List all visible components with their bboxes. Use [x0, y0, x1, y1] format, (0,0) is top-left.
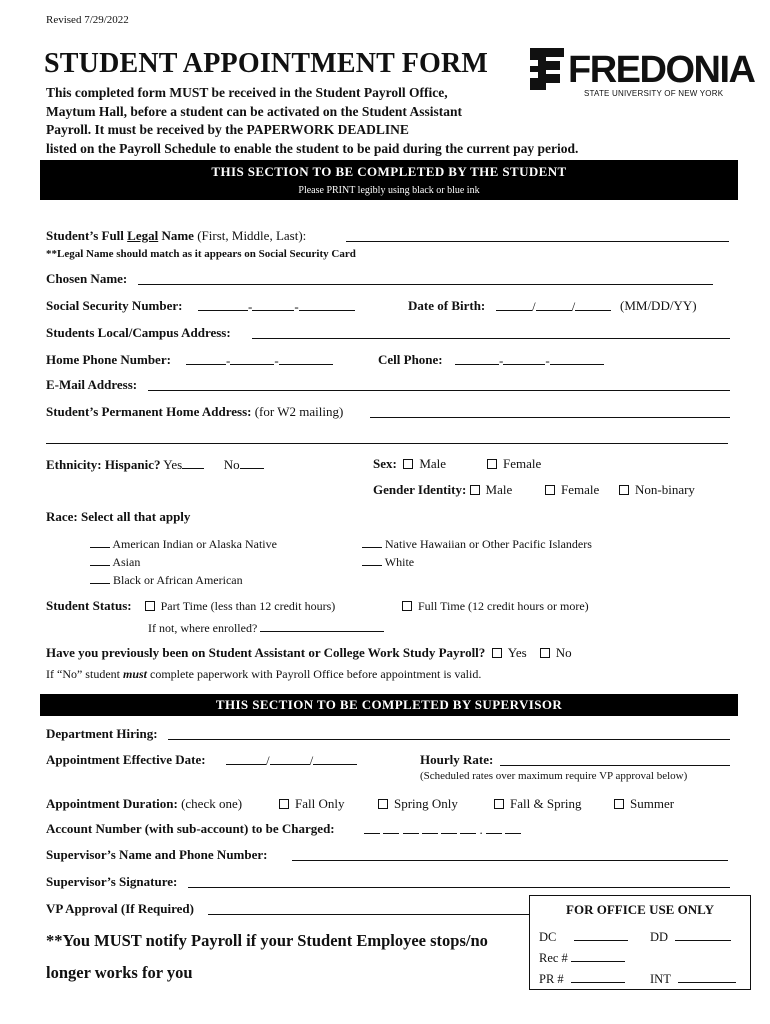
sex-female-option [487, 456, 541, 472]
race-option: Asian [90, 553, 140, 570]
dob-label: Date of Birth: [408, 298, 486, 313]
supervisor-signature-field[interactable] [188, 886, 730, 888]
previous-yes-label: Yes [507, 645, 527, 660]
previous-no-label: No [555, 645, 572, 660]
sex-female-checkbox[interactable] [487, 459, 497, 469]
legal-name-row [46, 228, 306, 244]
duration-label: Appointment Duration: [46, 796, 178, 811]
sex-row [373, 456, 446, 472]
previous-yes-checkbox[interactable] [492, 648, 502, 658]
fall-only-option: Fall Only [279, 796, 344, 812]
legal-name-hint: (First, Middle, Last): [193, 228, 307, 243]
part-time-label: Part Time (less than 12 credit hours) [160, 599, 336, 613]
spring-only-option: Spring Only [378, 796, 458, 812]
gender-male-label: Male [485, 482, 513, 497]
sex-female-label: Female [503, 456, 542, 471]
office-int: INT [650, 970, 736, 987]
perm-address-label: Student’s Permanent Home Address: [46, 404, 252, 419]
logo-subtitle: STATE UNIVERSITY OF NEW YORK [584, 89, 724, 98]
supervisor-signature-label: Supervisor’s Signature: [46, 874, 178, 889]
ethnicity-row [46, 456, 264, 473]
sex-label: Sex: [373, 456, 397, 471]
fall-spring-option: Fall & Spring [494, 796, 582, 812]
perm-address-field[interactable] [370, 416, 730, 418]
full-time-label: Full Time (12 credit hours or more) [418, 599, 589, 613]
notify-payroll-note: **You MUST notify Payroll if your Student Employee stops/no longer works for you [46, 931, 488, 982]
office-use-title: FOR OFFICE USE ONLY [566, 902, 714, 917]
form-title: STUDENT APPOINTMENT FORM [44, 48, 489, 79]
logo-mark-icon [530, 48, 564, 90]
race-blank[interactable] [90, 571, 110, 584]
student-section-subtitle: Please PRINT legibly using black or blue ink [298, 185, 480, 196]
dob-format: (MM/DD/YY) [620, 298, 697, 313]
fall-only-checkbox[interactable] [279, 799, 289, 809]
supervisor-section-title: THIS SECTION TO BE COMPLETED BY SUPERVISOR [215, 697, 563, 712]
gender-female-checkbox[interactable] [545, 485, 555, 495]
if-not-enrolled-row [148, 619, 384, 636]
part-time-checkbox[interactable] [145, 601, 155, 611]
intro-line: This completed form MUST be received in the Student Payroll Office, [46, 85, 448, 100]
race-option: Native Hawaiian or Other Pacific Islanders [362, 535, 592, 552]
fredonia-logo [528, 44, 755, 106]
student-section-header [40, 160, 738, 200]
hourly-rate-label: Hourly Rate: [420, 752, 494, 767]
gender-male-checkbox[interactable] [470, 485, 480, 495]
vp-approval-label: VP Approval (If Required) [46, 901, 194, 916]
full-time-checkbox[interactable] [402, 601, 412, 611]
race-option: American Indian or Alaska Native [90, 535, 277, 552]
perm-address-row [46, 404, 343, 420]
race-label: Race: Select all that apply [46, 509, 191, 524]
gender-identity-row [373, 482, 512, 498]
chosen-name-label: Chosen Name: [46, 271, 128, 286]
sex-male-checkbox[interactable] [403, 459, 413, 469]
home-phone-label: Home Phone Number: [46, 352, 171, 367]
perm-address-field-2[interactable] [46, 442, 728, 444]
local-address-field[interactable] [252, 337, 730, 339]
chosen-name-field[interactable] [138, 283, 713, 285]
ethnicity-no-label: No [223, 457, 240, 472]
logo-wordmark: FREDONIA [568, 49, 755, 91]
sex-male-label: Male [419, 456, 447, 471]
office-dc: DC [539, 928, 628, 945]
if-not-enrolled-label: If not, where enrolled? [148, 621, 258, 635]
legal-name-label-end: Name [158, 228, 194, 243]
intro-line: Payroll. It must be received by the PAPERWORK DEADLINE [46, 122, 409, 137]
home-phone-field[interactable]: - - [186, 352, 333, 369]
race-blank[interactable] [362, 553, 382, 566]
gender-nonbinary-label: Non-binary [635, 482, 695, 497]
cell-phone-label: Cell Phone: [378, 352, 443, 367]
spring-only-checkbox[interactable] [378, 799, 388, 809]
account-number-label: Account Number (with sub-account) to be Charged: [46, 821, 335, 836]
ssn-field[interactable]: - - [198, 298, 355, 315]
intro-line: listed on the Payroll Schedule to enable the student to be paid during the current pay period. [46, 140, 579, 156]
intro-line: Maytum Hall, before a student can be activated on the Student Assistant [46, 103, 463, 119]
race-blank[interactable] [90, 553, 110, 566]
dob-field[interactable]: / / [496, 298, 611, 315]
legal-name-field[interactable] [346, 240, 729, 242]
gender-identity-label: Gender Identity: [373, 482, 467, 497]
ethnicity-label: Ethnicity: Hispanic? [46, 457, 161, 472]
office-pr: PR # [539, 970, 625, 987]
duration-hint: (check one) [177, 796, 243, 811]
office-dd: DD [650, 928, 731, 945]
vp-approval-field[interactable] [208, 913, 529, 915]
student-section-title: THIS SECTION TO BE COMPLETED BY THE STUDENT [211, 164, 567, 179]
previous-no-checkbox[interactable] [540, 648, 550, 658]
legal-name-label: Student’s Full [46, 228, 128, 243]
race-blank[interactable] [362, 535, 382, 548]
department-field[interactable] [168, 738, 730, 740]
legal-name-emphasis: Legal [127, 228, 159, 243]
duration-row [46, 796, 242, 812]
ssn-label: Social Security Number: [46, 298, 183, 313]
office-use-box [529, 895, 751, 990]
student-status-label: Student Status: [46, 598, 132, 613]
local-address-label: Students Local/Campus Address: [46, 325, 231, 340]
supervisor-name-field[interactable] [292, 859, 728, 861]
legal-name-note: **Legal Name should match as it appears on Social Security Card [46, 248, 356, 260]
summer-checkbox[interactable] [614, 799, 624, 809]
fall-spring-checkbox[interactable] [494, 799, 504, 809]
full-time-option [402, 598, 589, 614]
if-no-note: If “No” student must complete paperwork with Payroll Office before appointment is valid. [46, 667, 482, 681]
if-not-enrolled-field[interactable] [260, 619, 384, 632]
account-number-field[interactable]: . [364, 821, 521, 838]
rate-note: (Scheduled rates over maximum require VP approval below) [420, 770, 688, 782]
race-blank[interactable] [90, 535, 110, 548]
gender-female-option [545, 482, 599, 498]
supervisor-section-header [40, 694, 738, 716]
perm-address-hint: (for W2 mailing) [251, 404, 344, 419]
race-option: White [362, 553, 414, 570]
race-option: Black or African American [90, 571, 243, 588]
supervisor-name-label: Supervisor’s Name and Phone Number: [46, 847, 268, 862]
gender-nonbinary-option [619, 482, 695, 498]
previous-payroll-row [46, 645, 572, 661]
summer-option: Summer [614, 796, 674, 812]
gender-female-label: Female [561, 482, 600, 497]
hourly-rate-field[interactable] [500, 764, 730, 766]
email-label: E-Mail Address: [46, 377, 138, 392]
ethnicity-yes-blank[interactable] [182, 456, 204, 469]
ethnicity-no-blank[interactable] [240, 456, 264, 469]
effective-date-field[interactable]: / / [226, 752, 357, 769]
email-field[interactable] [148, 389, 730, 391]
ethnicity-yes-label: Yes [163, 457, 183, 472]
department-label: Department Hiring: [46, 726, 158, 741]
student-status-row [46, 598, 335, 614]
gender-nonbinary-checkbox[interactable] [619, 485, 629, 495]
cell-phone-field[interactable]: - - [455, 352, 604, 369]
revised-date: Revised 7/29/2022 [46, 14, 129, 26]
previous-payroll-label: Have you previously been on Student Assistant or College Work Study Payroll? [46, 645, 486, 660]
effective-date-label: Appointment Effective Date: [46, 752, 206, 767]
office-rec: Rec # [539, 949, 625, 966]
